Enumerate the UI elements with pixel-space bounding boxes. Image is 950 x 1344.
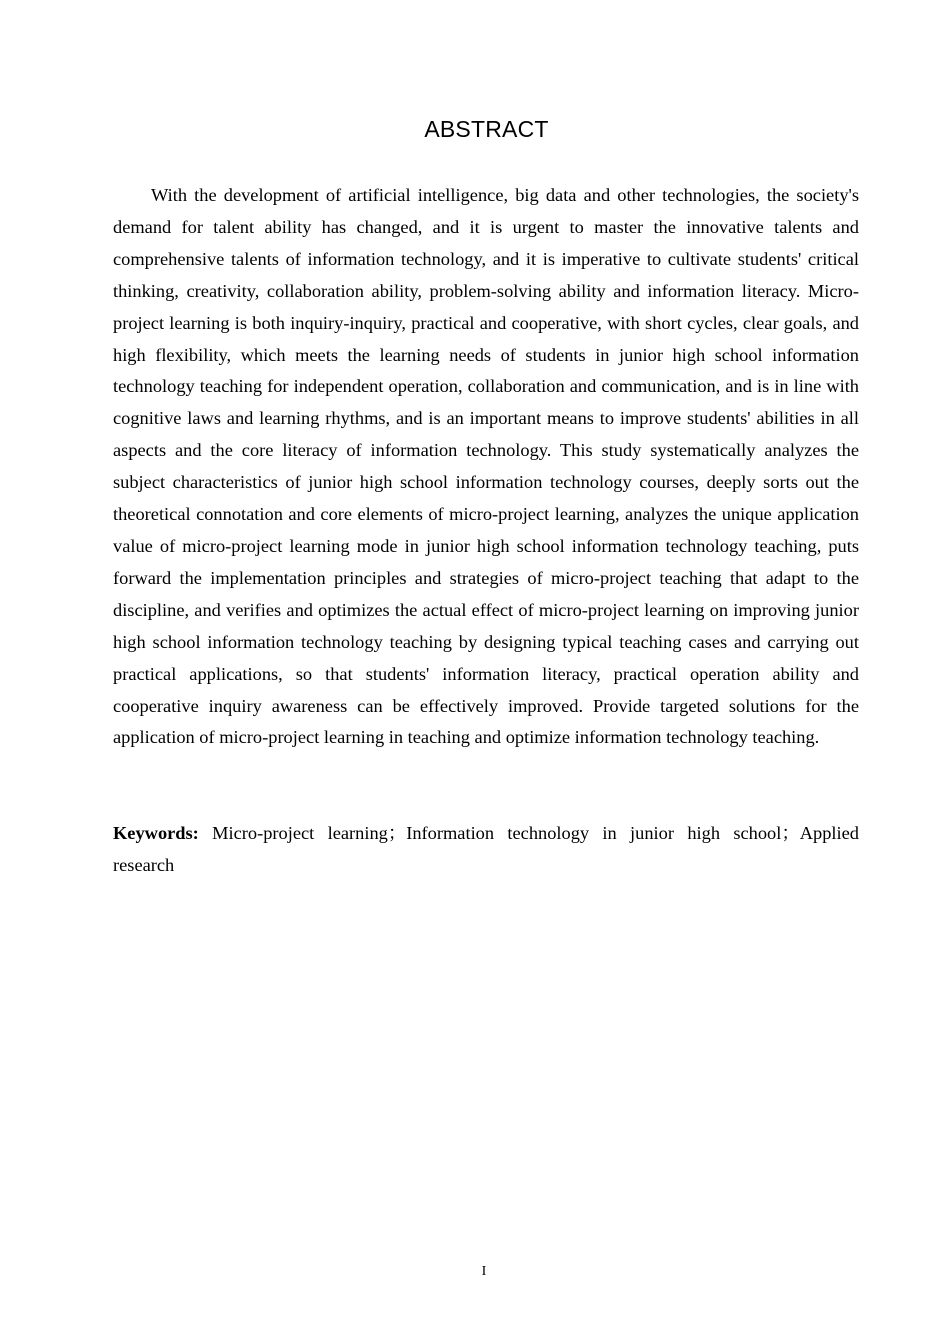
page-number: I xyxy=(481,1264,487,1279)
abstract-paragraph: With the development of artificial intelligence, big data and other technologies, the society's demand for talent ability has changed, and it is urgent to master the innovative talents and comprehensive talents of information technology, and it is imperative to cultivate students' critical thinking, creativity, collaboration ability, problem-solving ability and information literacy. Micro-project learning is both inquiry-inquiry, practical and cooperative, with short cycles, clear goals, and high flexibility, which meets the learning needs of students in junior high school information technology teaching for independent operation, collaboration and communication, and is in line with cognitive laws and learning rhythms, and is an important means to improve students' abilities in all aspects and the core literacy of information technology. This study systematically analyzes the subject characteristics of junior high school information technology courses, deeply sorts out the theoretical connotation and core elements of micro-project learning, analyzes the unique application value of micro-project learning mode in junior high school information technology teaching, puts forward the implementation principles and strategies of micro-project teaching that adapt to the discipline, and verifies and optimizes the actual effect of micro-project learning on improving junior high school information technology teaching by designing typical teaching cases and carrying out practical applications, so that students' information literacy, practical operation ability and cooperative inquiry awareness can be effectively improved. Provide targeted solutions for the application of micro-project learning in teaching and optimize information technology teaching. xyxy=(113,185,859,748)
keywords-label: Keywords: xyxy=(113,823,199,843)
keywords-line xyxy=(113,818,859,882)
abstract-title: ABSTRACT xyxy=(424,116,549,142)
keywords-text: Micro-project learning；Information technology in junior high school；Applied research xyxy=(113,823,859,875)
